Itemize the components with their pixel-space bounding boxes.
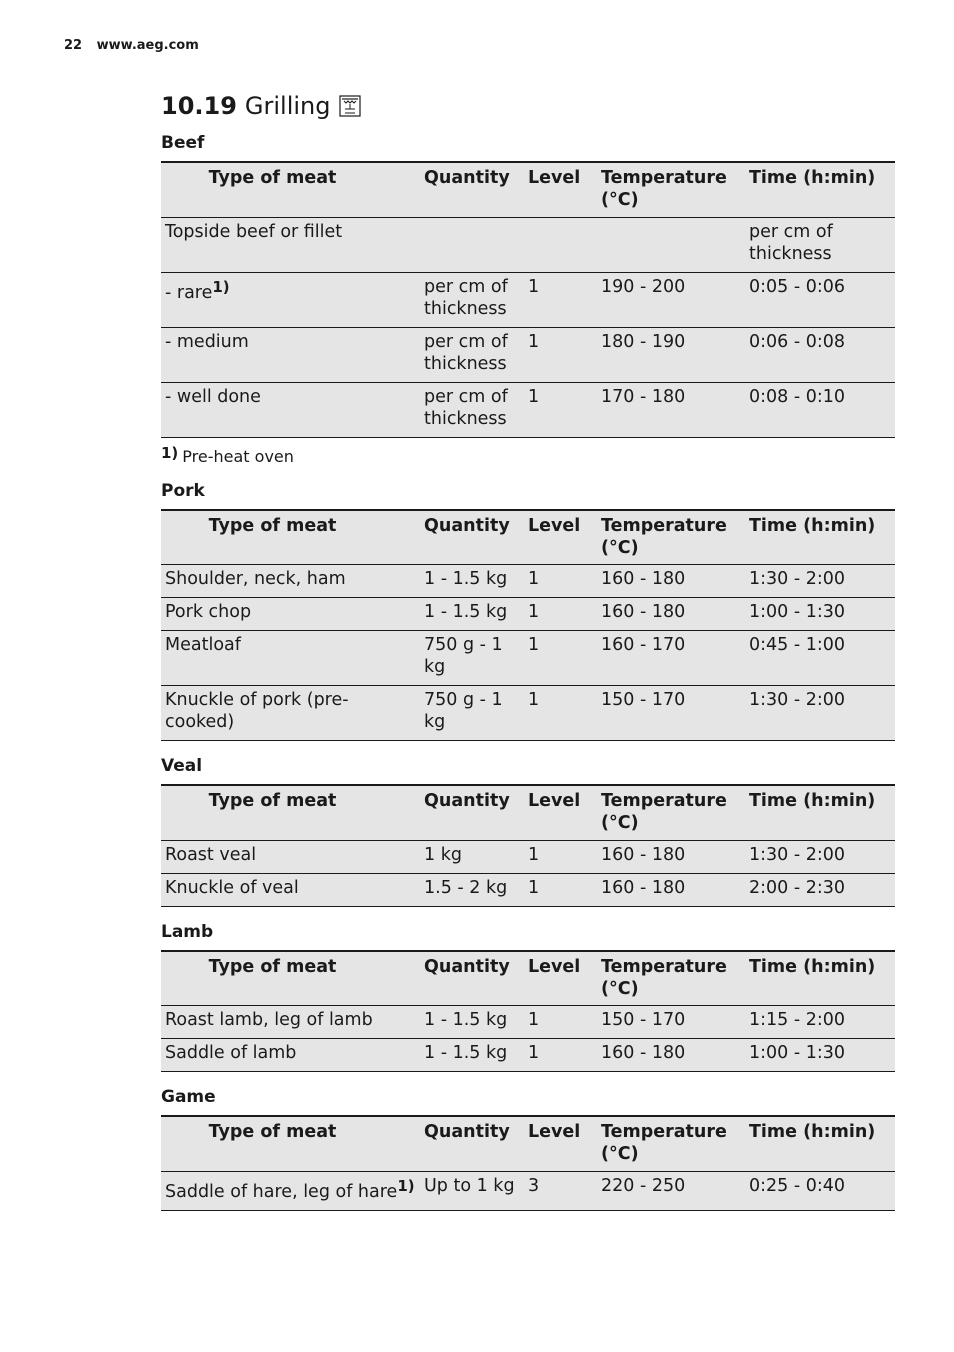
table-row [161, 565, 895, 598]
page-content [161, 92, 895, 1225]
cell-level-text: 1 [528, 635, 540, 655]
cell-type-text: Saddle of hare, leg of hare [165, 1181, 398, 1202]
cell-type-text: Meatloaf [165, 635, 241, 655]
cell-temperature [597, 840, 745, 873]
section-subtitle: Lamb [161, 921, 214, 942]
cell-quantity [420, 327, 524, 382]
cell-quantity [420, 1006, 524, 1039]
cell-time-text: 1:15 - 2:00 [749, 1010, 846, 1030]
cell-quantity [420, 631, 524, 686]
cell-time-text: 0:45 - 1:00 [749, 635, 846, 655]
cell-time-text: 1:30 - 2:00 [749, 690, 846, 710]
cell-level-text: 1 [528, 386, 540, 407]
header-level: Level [528, 515, 581, 536]
cell-quantity-text: 750 g - 1 kg [424, 690, 503, 732]
header-type: Type of meat [208, 956, 337, 977]
footnote [161, 444, 895, 466]
cell-level [524, 631, 597, 686]
cell-level [524, 873, 597, 906]
header-time: Time (h:min) [749, 1122, 876, 1142]
cell-quantity-text: per cm of thickness [424, 276, 508, 319]
cell-level [524, 382, 597, 437]
cell-temperature [597, 327, 745, 382]
cell-time [745, 382, 895, 437]
cell-time-text: 1:30 - 2:00 [749, 569, 846, 589]
cell-level-text: 1 [528, 331, 540, 352]
veal-section [161, 755, 895, 907]
cell-temperature-text: 160 - 180 [601, 844, 686, 865]
cell-level-text: 1 [528, 569, 540, 589]
section-number: 10.19 [161, 92, 237, 120]
table-row [161, 1006, 895, 1039]
cell-quantity [420, 873, 524, 906]
cell-level-text: 1 [528, 1043, 540, 1063]
grilling-table [161, 784, 895, 907]
table-row [161, 327, 895, 382]
cell-temperature [597, 1039, 745, 1072]
cell-type-text: - rare [165, 282, 213, 303]
cell-time-text: 0:25 - 0:40 [749, 1175, 846, 1196]
cell-type [161, 840, 420, 873]
header-quantity: Quantity [424, 168, 510, 188]
cell-time-text: per cm of thickness [749, 221, 833, 264]
header-level: Level [528, 956, 581, 977]
table-row [161, 598, 895, 631]
cell-quantity-text: per cm of thickness [424, 386, 508, 429]
cell-quantity-text: 1 kg [424, 844, 462, 865]
cell-temperature [597, 686, 745, 741]
cell-type-text: Shoulder, neck, ham [165, 569, 346, 589]
header-temperature: Temperature (°C) [601, 956, 727, 999]
cell-time [745, 1006, 895, 1039]
website-url: www.aeg.com [96, 38, 199, 53]
lamb-section [161, 921, 895, 1073]
cell-quantity [420, 272, 524, 327]
cell-type-text: Roast veal [165, 844, 257, 865]
header-level: Level [528, 791, 581, 811]
cell-type [161, 631, 420, 686]
table-row [161, 686, 895, 741]
table-row [161, 840, 895, 873]
cell-quantity [420, 1039, 524, 1072]
cell-type-text: Pork chop [165, 602, 252, 622]
table-row [161, 217, 895, 272]
cell-type-text: - medium [165, 331, 249, 352]
header-type: Type of meat [208, 791, 337, 811]
header-time: Time (h:min) [749, 791, 876, 811]
cell-temperature [597, 631, 745, 686]
cell-temperature-text: 160 - 180 [601, 602, 686, 622]
cell-quantity [420, 382, 524, 437]
cell-temperature-text: 160 - 180 [601, 1043, 686, 1063]
cell-time-text: 1:30 - 2:00 [749, 844, 846, 865]
cell-quantity-text: 1.5 - 2 kg [424, 877, 508, 898]
cell-time [745, 840, 895, 873]
cell-temperature-text: 170 - 180 [601, 386, 686, 407]
cell-temperature-text: 180 - 190 [601, 331, 686, 352]
section-subtitle: Veal [161, 756, 203, 776]
cell-type-text: Topside beef or fillet [165, 221, 343, 242]
pork-section [161, 480, 895, 742]
header-temperature: Temperature (°C) [601, 1122, 727, 1164]
cell-quantity-text: 1 - 1.5 kg [424, 569, 508, 589]
cell-type-text: Roast lamb, leg of lamb [165, 1010, 373, 1030]
table-row [161, 873, 895, 906]
cell-temperature [597, 272, 745, 327]
header-quantity: Quantity [424, 515, 510, 536]
cell-level-text: 1 [528, 844, 540, 865]
header-type: Type of meat [208, 1122, 337, 1142]
section-subtitle: Pork [161, 480, 205, 501]
cell-level [524, 1006, 597, 1039]
cell-time [745, 873, 895, 906]
cell-time [745, 272, 895, 327]
cell-time-text: 1:00 - 1:30 [749, 1043, 846, 1063]
section-title [161, 92, 895, 120]
cell-level [524, 598, 597, 631]
cell-level-text: 1 [528, 276, 540, 297]
cell-temperature-text: 160 - 170 [601, 635, 686, 655]
cell-level [524, 272, 597, 327]
cell-type [161, 565, 420, 598]
header-type: Type of meat [208, 515, 337, 536]
section-subtitle: Game [161, 1087, 216, 1107]
cell-type [161, 686, 420, 741]
cell-time [745, 565, 895, 598]
cell-time-text: 2:00 - 2:30 [749, 877, 846, 898]
cell-time-text: 1:00 - 1:30 [749, 602, 846, 622]
cell-temperature-text: 160 - 180 [601, 877, 686, 898]
header-type: Type of meat [208, 168, 337, 188]
cell-type [161, 1171, 420, 1210]
table-header-row [161, 785, 895, 840]
grilling-table [161, 509, 895, 742]
cell-quantity-text: Up to 1 kg [424, 1175, 515, 1196]
cell-type-text: Saddle of lamb [165, 1043, 297, 1063]
section-subtitle: Beef [161, 133, 205, 153]
cell-time-text: 0:08 - 0:10 [749, 386, 846, 407]
cell-type [161, 382, 420, 437]
table-header-row [161, 1116, 895, 1171]
header-quantity: Quantity [424, 956, 510, 977]
cell-time-text: 0:05 - 0:06 [749, 276, 846, 297]
header-level: Level [528, 168, 581, 188]
cell-level [524, 686, 597, 741]
cell-type [161, 1006, 420, 1039]
cell-quantity [420, 686, 524, 741]
cell-level [524, 840, 597, 873]
cell-quantity-text: 1 - 1.5 kg [424, 1010, 508, 1030]
cell-level-text: 1 [528, 877, 540, 898]
cell-type [161, 272, 420, 327]
cell-level [524, 1039, 597, 1072]
cell-level [524, 327, 597, 382]
cell-type [161, 327, 420, 382]
cell-temperature-text: 220 - 250 [601, 1175, 686, 1196]
cell-quantity [420, 1171, 524, 1210]
table-header-row [161, 510, 895, 565]
cell-temperature [597, 217, 745, 272]
cell-quantity [420, 840, 524, 873]
header-quantity: Quantity [424, 1122, 510, 1142]
header-time: Time (h:min) [749, 515, 876, 536]
grilling-table [161, 1115, 895, 1211]
cell-temperature-text: 150 - 170 [601, 1010, 686, 1030]
cell-temperature [597, 382, 745, 437]
cell-level-text: 1 [528, 690, 540, 710]
header-level: Level [528, 1122, 581, 1142]
cell-time [745, 217, 895, 272]
section-title-text: Grilling [244, 92, 331, 120]
cell-quantity [420, 598, 524, 631]
header-time: Time (h:min) [749, 168, 876, 188]
cell-type [161, 217, 420, 272]
cell-level-text: 1 [528, 1010, 540, 1030]
page-header [64, 38, 199, 53]
cell-type [161, 598, 420, 631]
cell-temperature-text: 160 - 180 [601, 569, 686, 589]
cell-time [745, 631, 895, 686]
cell-quantity-text: 1 - 1.5 kg [424, 1043, 508, 1063]
footnote-reference: 1) [397, 1176, 415, 1195]
header-temperature: Temperature (°C) [601, 168, 727, 210]
footnote-text: Pre-heat oven [182, 446, 294, 466]
header-temperature: Temperature (°C) [601, 791, 727, 833]
cell-temperature-text: 150 - 170 [601, 690, 686, 710]
cell-temperature [597, 873, 745, 906]
game-section [161, 1086, 895, 1211]
cell-type [161, 1039, 420, 1072]
cell-time [745, 598, 895, 631]
table-row [161, 1171, 895, 1210]
cell-level-text: 3 [528, 1175, 540, 1196]
cell-time [745, 327, 895, 382]
cell-type [161, 873, 420, 906]
cell-temperature [597, 565, 745, 598]
cell-time-text: 0:06 - 0:08 [749, 331, 846, 352]
page-number: 22 [64, 38, 83, 53]
footnote-mark: 1) [161, 443, 179, 462]
cell-type-text: Knuckle of veal [165, 877, 299, 898]
cell-level [524, 217, 597, 272]
cell-time [745, 686, 895, 741]
table-header-row [161, 951, 895, 1006]
cell-quantity [420, 217, 524, 272]
cell-temperature [597, 1171, 745, 1210]
grill-icon [339, 95, 361, 117]
cell-temperature [597, 598, 745, 631]
cell-time [745, 1171, 895, 1210]
cell-temperature-text: 190 - 200 [601, 276, 686, 297]
cell-quantity-text: 750 g - 1 kg [424, 635, 503, 677]
table-row [161, 1039, 895, 1072]
cell-level [524, 1171, 597, 1210]
table-row [161, 382, 895, 437]
cell-level-text: 1 [528, 602, 540, 622]
grilling-table [161, 950, 895, 1073]
cell-temperature [597, 1006, 745, 1039]
header-temperature: Temperature (°C) [601, 515, 727, 558]
table-row [161, 631, 895, 686]
footnote-reference: 1) [212, 277, 230, 296]
header-quantity: Quantity [424, 791, 510, 811]
cell-type-text: Knuckle of pork (pre-cooked) [165, 690, 349, 732]
cell-level [524, 565, 597, 598]
cell-time [745, 1039, 895, 1072]
beef-section [161, 132, 895, 466]
cell-type-text: - well done [165, 386, 261, 407]
cell-quantity [420, 565, 524, 598]
cell-quantity-text: per cm of thickness [424, 331, 508, 374]
table-row [161, 272, 895, 327]
cell-quantity-text: 1 - 1.5 kg [424, 602, 508, 622]
table-header-row [161, 162, 895, 217]
grilling-table [161, 161, 895, 438]
header-time: Time (h:min) [749, 956, 876, 977]
